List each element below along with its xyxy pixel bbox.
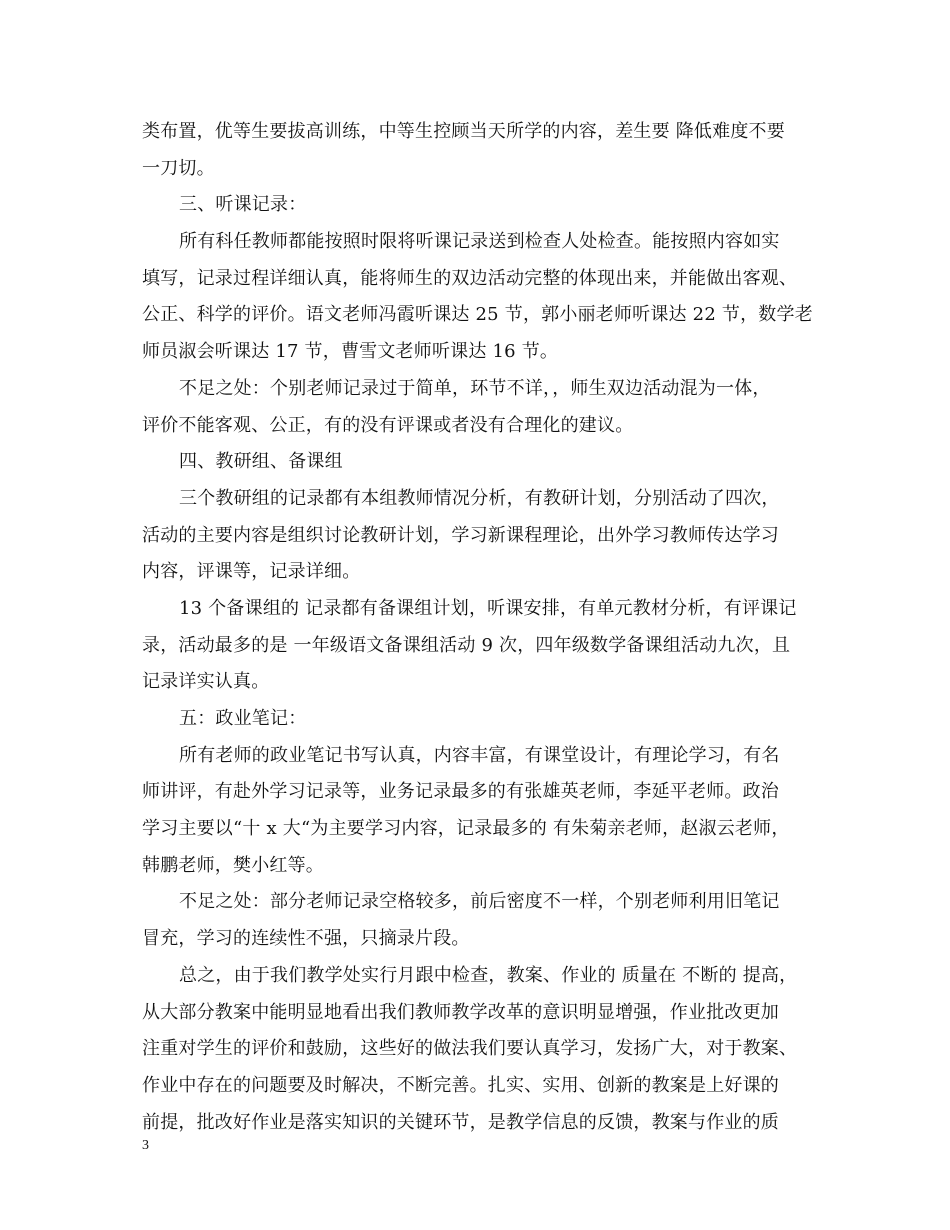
text-line: 所有老师的政业笔记书写认真，内容丰富，有课堂设计，有理论学习，有名 xyxy=(179,744,780,766)
text-line: 三个教研组的记录都有本组教师情况分析，有教研计划，分别活动了四次， xyxy=(179,487,780,509)
text-line: 不足之处：部分老师记录空格较多，前后密度不一样，个别老师利用旧笔记 xyxy=(179,891,780,913)
text-line: 不足之处：个别老师记录过于简单，环节不详，，师生双边活动混为一体， xyxy=(179,377,771,399)
text-line: 冒充，学习的连续性不强，只摘录片段。 xyxy=(142,928,470,950)
page-number: 3 xyxy=(142,1138,149,1153)
text-line: 学习主要以“十 x 大“为主要学习内容，记录最多的 有朱菊亲老师，赵淑云老师， xyxy=(142,818,790,840)
text-line: 类布置，优等生要拔高训练，中等生控顾当天所学的内容，差生要 降低难度不要 xyxy=(142,121,785,142)
text-line: 韩鹏老师，樊小红等。 xyxy=(142,854,324,876)
text-line: 五：政业笔记： xyxy=(179,708,307,729)
text-line: 三、听课记录： xyxy=(179,194,307,216)
text-line: 公正、科学的评价。语文老师冯霞听课达 25 节，郭小丽老师听课达 22 节，数学老 xyxy=(142,304,813,326)
text-line: 师员淑会听课达 17 节，曹雪文老师听课达 16 节。 xyxy=(142,341,559,363)
text-line: 内容，评课等，记录详细。 xyxy=(142,561,361,583)
text-line: 录，活动最多的是 一年级语文备课组活动 9 次，四年级数学备课组活动九次，且 xyxy=(142,634,791,656)
text-line: 四、教研组、备课组 xyxy=(179,451,343,473)
text-line: 总之，由于我们教学处实行月跟中检查，教案、作业的 质量在 不断的 提高， xyxy=(179,964,798,986)
text-line: 活动的主要内容是组织讨论教研计划，学习新课程理论，出外学习教师传达学习 xyxy=(142,524,779,546)
text-line: 注重对学生的评价和鼓励，这些好的做法我们要认真学习，发扬广大，对于教案、 xyxy=(142,1038,798,1060)
text-line: 填写，记录过程详细认真，能将师生的双边活动完整的体现出来，并能做出客观、 xyxy=(142,267,798,289)
text-line: 13 个备课组的 记录都有备课组计划，听课安排，有单元教材分析，有评课记 xyxy=(179,597,797,619)
text-line: 前提，批改好作业是落实知识的关键环节，是教学信息的反馈，教案与作业的质 xyxy=(142,1111,779,1133)
text-line: 所有科任教师都能按照时限将听课记录送到检查人处检查。能按照内容如实 xyxy=(179,231,780,253)
text-line: 评价不能客观、公正，有的没有评课或者没有合理化的建议。 xyxy=(142,414,634,436)
text-line: 师讲评，有赴外学习记录等，业务记录最多的有张雄英老师，李延平老师。政治 xyxy=(142,781,779,803)
text-line: 记录详实认真。 xyxy=(142,671,270,693)
text-line: 一刀切。 xyxy=(142,157,215,179)
document-body xyxy=(142,114,818,1141)
text-line: 作业中存在的问题要及时解决，不断完善。扎实、实用、创新的教案是上好课的 xyxy=(142,1074,779,1096)
text-line: 从大部分教案中能明显地看出我们教师教学改革的意识明显增强，作业批改更加 xyxy=(142,1001,779,1023)
